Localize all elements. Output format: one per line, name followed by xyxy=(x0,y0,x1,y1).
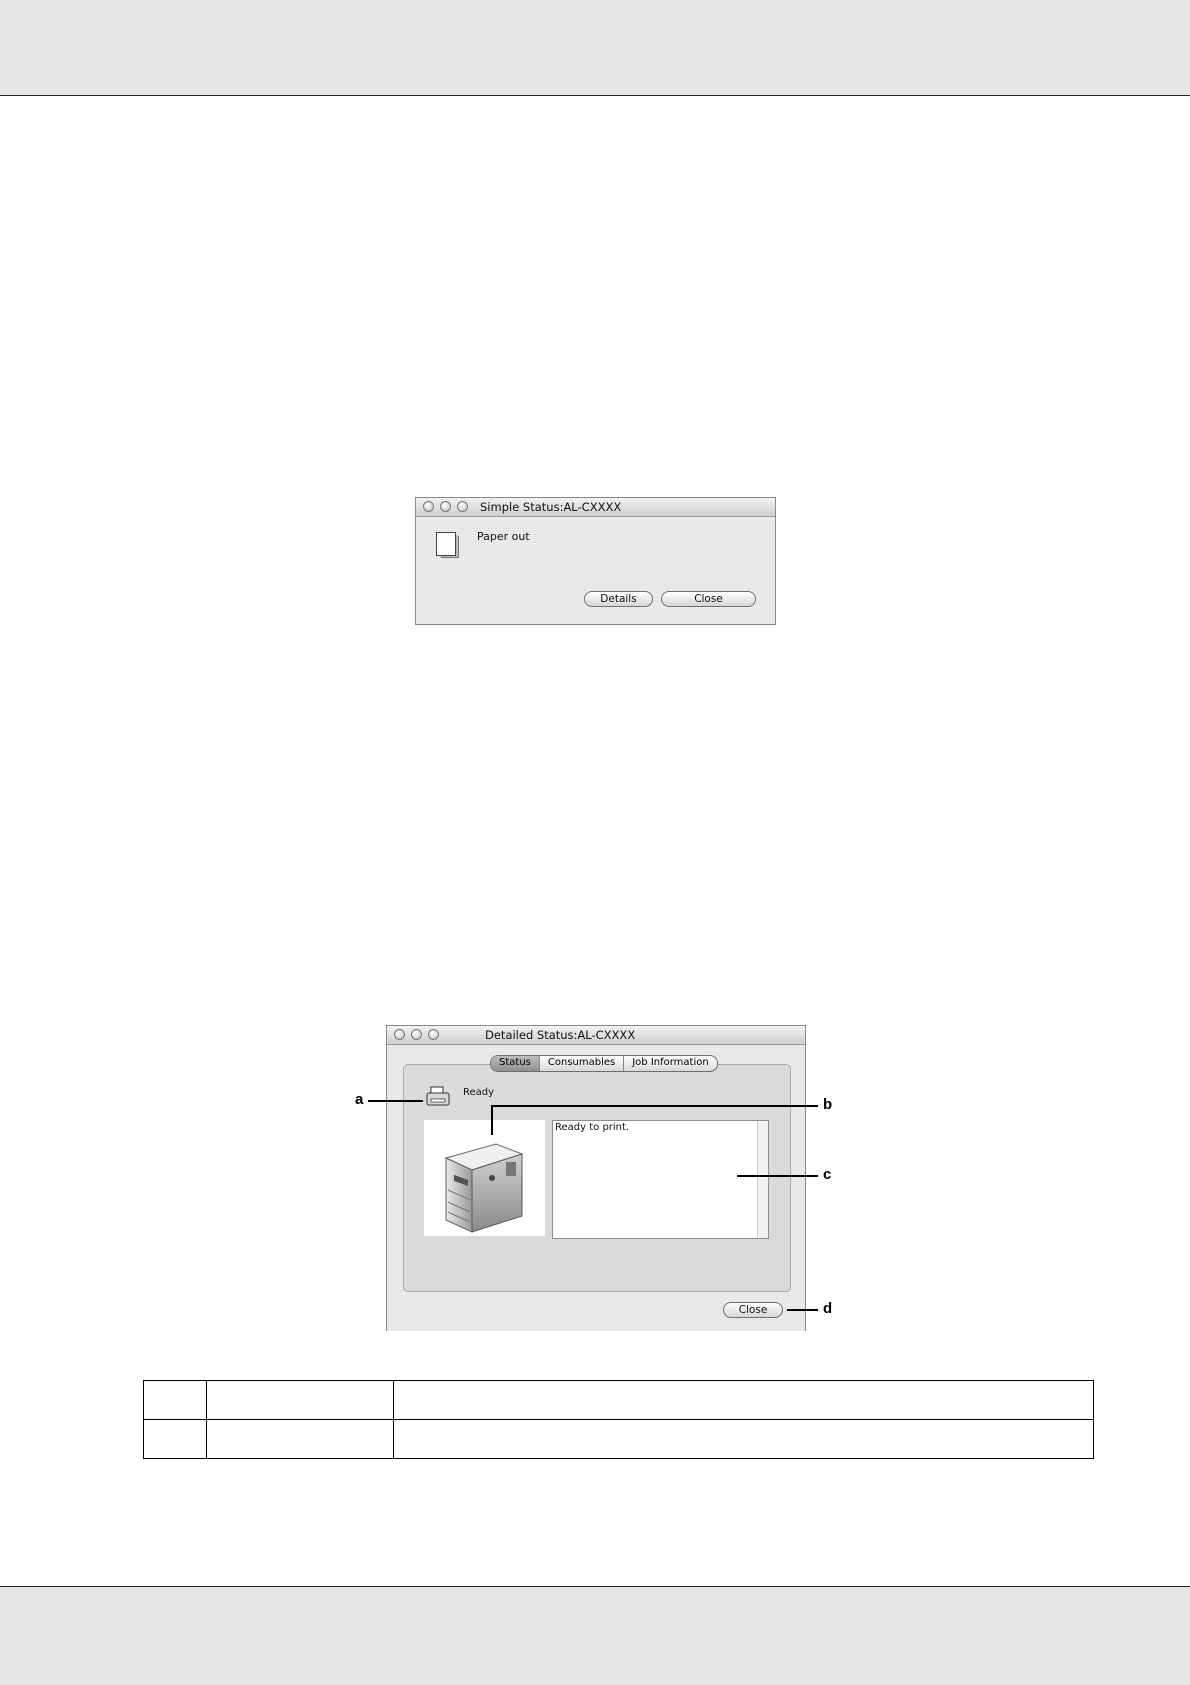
title-bar xyxy=(387,1026,805,1045)
printer-picture xyxy=(424,1120,545,1236)
table-cell xyxy=(394,1381,1094,1420)
table-row xyxy=(144,1381,1094,1420)
table-cell xyxy=(207,1420,394,1459)
status-text: Ready xyxy=(463,1087,495,1098)
table-cell xyxy=(144,1420,207,1459)
callout-label-d: d xyxy=(823,1300,833,1317)
callout-label-a: a xyxy=(355,1091,364,1108)
close-button[interactable]: Close xyxy=(661,591,756,607)
minimize-window-icon[interactable] xyxy=(411,1029,422,1040)
callout-line-b xyxy=(492,1105,818,1107)
table-cell xyxy=(394,1420,1094,1459)
description-table xyxy=(143,1380,1094,1459)
detailed-status-window xyxy=(386,1025,806,1331)
window-title: Simple Status:AL-CXXXX xyxy=(480,500,622,514)
tab-bar xyxy=(490,1055,718,1072)
zoom-window-icon[interactable] xyxy=(428,1029,439,1040)
table-row xyxy=(144,1420,1094,1459)
printer-icon xyxy=(425,1086,451,1108)
callout-line-a xyxy=(368,1100,423,1102)
simple-status-window xyxy=(415,497,776,625)
status-message: Paper out xyxy=(477,530,530,543)
message-text: Ready to print. xyxy=(555,1122,630,1133)
table-cell xyxy=(207,1381,394,1420)
page-footer-band xyxy=(0,1586,1190,1685)
message-scrollbar[interactable] xyxy=(757,1121,768,1238)
callout-line-b-vertical xyxy=(491,1105,493,1135)
close-window-icon[interactable] xyxy=(423,501,434,512)
title-bar xyxy=(416,498,775,517)
tab-job-information[interactable]: Job Information xyxy=(632,1057,709,1068)
message-box xyxy=(552,1120,769,1239)
window-title: Detailed Status:AL-CXXXX xyxy=(485,1028,636,1042)
details-button[interactable]: Details xyxy=(584,591,653,607)
callout-line-c xyxy=(737,1175,818,1177)
callout-line-d xyxy=(787,1309,818,1311)
tab-status[interactable]: Status xyxy=(491,1056,540,1071)
close-window-icon[interactable] xyxy=(394,1029,405,1040)
zoom-window-icon[interactable] xyxy=(457,501,468,512)
page-header-band xyxy=(0,0,1190,96)
callout-label-c: c xyxy=(823,1166,832,1183)
close-button[interactable]: Close xyxy=(723,1302,783,1318)
minimize-window-icon[interactable] xyxy=(440,501,451,512)
callout-label-b: b xyxy=(823,1096,833,1113)
tab-consumables[interactable]: Consumables xyxy=(540,1056,624,1071)
table-cell xyxy=(144,1381,207,1420)
printer-illustration xyxy=(424,1120,545,1236)
paper-icon xyxy=(436,532,456,556)
